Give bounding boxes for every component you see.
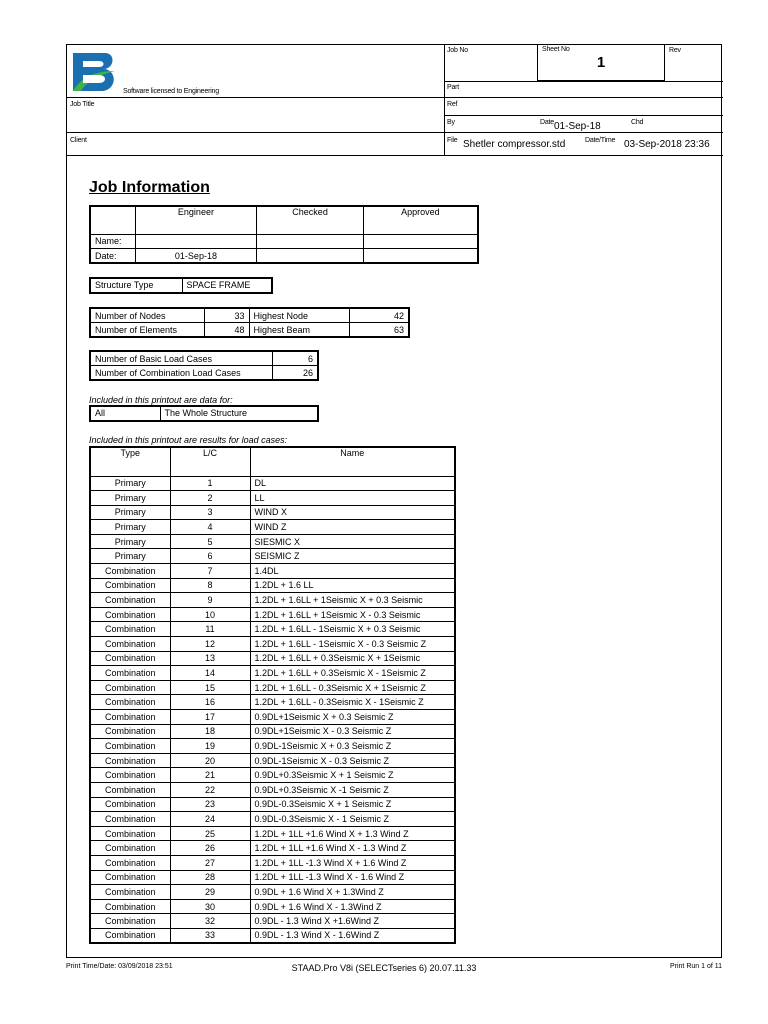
loadcase-type-cell: Combination <box>90 855 170 870</box>
table-row <box>90 622 455 637</box>
table-row <box>90 549 455 564</box>
sheet-no-box <box>537 45 665 81</box>
elements-value: 48 <box>204 323 249 338</box>
loadcase-name-cell: 1.2DL + 1.6LL - 1Seismic X + 0.3 Seismic <box>250 622 455 637</box>
file-label: File <box>447 137 458 144</box>
loadcase-number-cell: 8 <box>170 578 250 593</box>
loadcase-type-cell: Combination <box>90 578 170 593</box>
table-row <box>90 695 455 710</box>
loadcase-number-cell: 18 <box>170 724 250 739</box>
loadcase-number-cell: 22 <box>170 782 250 797</box>
table-row <box>90 826 455 841</box>
table-row <box>90 899 455 914</box>
loadcase-type-cell: Primary <box>90 476 170 491</box>
loadcase-type-cell: Combination <box>90 826 170 841</box>
loadcase-name-cell: 1.2DL + 1.6LL - 1Seismic X - 0.3 Seismic Z <box>250 637 455 652</box>
basic-loadcase-label: Number of Basic Load Cases <box>90 351 272 366</box>
loadcase-number-cell: 16 <box>170 695 250 710</box>
loadcase-number-cell: 14 <box>170 666 250 681</box>
loadcase-name-cell: 1.2DL + 1LL +1.6 Wind X - 1.3 Wind Z <box>250 841 455 856</box>
loadcase-type-cell: Combination <box>90 768 170 783</box>
loadcase-name-cell: 1.2DL + 1.6LL + 0.3Seismic X + 1Seismic <box>250 651 455 666</box>
loadcase-name-cell: 1.2DL + 1.6 LL <box>250 578 455 593</box>
loadcase-name-cell: 0.9DL - 1.3 Wind X - 1.6Wind Z <box>250 928 455 943</box>
table-row <box>90 578 455 593</box>
loadcase-number-cell: 30 <box>170 899 250 914</box>
combo-loadcase-label: Number of Combination Load Cases <box>90 366 272 381</box>
engineer-date-cell: 01-Sep-18 <box>135 249 257 264</box>
loadcase-name-cell: 1.2DL + 1.6LL + 0.3Seismic X - 1Seismic Z <box>250 666 455 681</box>
loadcase-name-cell: 0.9DL + 1.6 Wind X + 1.3Wind Z <box>250 885 455 900</box>
loadcase-type-cell: Combination <box>90 753 170 768</box>
loadcase-number-cell: 24 <box>170 812 250 827</box>
page-title: Job Information <box>89 179 210 196</box>
loadcase-number-cell: 13 <box>170 651 250 666</box>
by-label: By <box>447 119 455 126</box>
loadcase-type-cell: Primary <box>90 520 170 535</box>
included-data-table <box>89 405 319 422</box>
sheet-no-value: 1 <box>596 54 606 71</box>
loadcase-count-table <box>89 350 319 381</box>
loadcase-number-cell: 20 <box>170 753 250 768</box>
loadcase-type-cell: Combination <box>90 797 170 812</box>
loadcase-type-cell: Combination <box>90 710 170 725</box>
loadcase-type-cell: Combination <box>90 622 170 637</box>
table-row <box>90 710 455 725</box>
loadcase-number-cell: 3 <box>170 505 250 520</box>
loadcase-number-cell: 4 <box>170 520 250 535</box>
loadcase-number-cell: 32 <box>170 914 250 929</box>
loadcase-name-cell: 1.4DL <box>250 564 455 579</box>
loadcase-type-cell: Primary <box>90 491 170 506</box>
loadcase-name-cell: 0.9DL+1Seismic X - 0.3 Seismic Z <box>250 724 455 739</box>
chd-label: Chd <box>631 119 644 126</box>
table-row <box>90 534 455 549</box>
loadcase-type-cell: Combination <box>90 695 170 710</box>
loadcase-number-cell: 25 <box>170 826 250 841</box>
loadcase-number-cell: 29 <box>170 885 250 900</box>
loadcase-type-cell: Combination <box>90 870 170 885</box>
table-row <box>90 680 455 695</box>
loadcase-number-cell: 7 <box>170 564 250 579</box>
loadcase-number-cell: 5 <box>170 534 250 549</box>
structure-type-label: Structure Type <box>90 278 182 293</box>
loadcase-name-cell: 0.9DL+0.3Seismic X + 1 Seismic Z <box>250 768 455 783</box>
job-info-table <box>89 205 479 264</box>
checked-date-cell <box>257 249 363 264</box>
engineer-name-cell <box>135 234 257 249</box>
table-row <box>90 520 455 535</box>
table-row <box>90 914 455 929</box>
engineer-header: Engineer <box>135 206 257 234</box>
nodes-label: Number of Nodes <box>90 308 204 323</box>
loadcase-type-cell: Combination <box>90 812 170 827</box>
loadcase-type-cell: Combination <box>90 739 170 754</box>
basic-loadcase-value: 6 <box>272 351 318 366</box>
table-row <box>90 564 455 579</box>
included-all-cell: All <box>90 406 160 421</box>
lc-header: L/C <box>170 447 250 476</box>
loadcase-name-cell: 0.9DL-1Seismic X + 0.3 Seismic Z <box>250 739 455 754</box>
name-label: Name: <box>90 234 135 249</box>
sheet-no-label: Sheet No <box>542 46 570 53</box>
datetime-value: 03-Sep-2018 23:36 <box>624 139 710 150</box>
highest-beam-value: 63 <box>349 323 409 338</box>
loadcase-number-cell: 17 <box>170 710 250 725</box>
loadcase-number-cell: 28 <box>170 870 250 885</box>
loadcase-type-cell: Combination <box>90 651 170 666</box>
loadcase-type-cell: Combination <box>90 841 170 856</box>
table-row <box>90 666 455 681</box>
loadcase-name-cell: 1.2DL + 1LL +1.6 Wind X + 1.3 Wind Z <box>250 826 455 841</box>
loadcase-name-cell: 1.2DL + 1LL -1.3 Wind X - 1.6 Wind Z <box>250 870 455 885</box>
table-row <box>90 797 455 812</box>
elements-label: Number of Elements <box>90 323 204 338</box>
loadcase-type-cell: Primary <box>90 505 170 520</box>
loadcase-type-cell: Primary <box>90 534 170 549</box>
counts-table <box>89 307 410 338</box>
table-row <box>90 768 455 783</box>
loadcase-name-cell: WIND Z <box>250 520 455 535</box>
table-row <box>90 637 455 652</box>
loadcase-name-cell: SIESMIC X <box>250 534 455 549</box>
loadcase-name-cell: 0.9DL-1Seismic X - 0.3 Seismic Z <box>250 753 455 768</box>
structure-type-table <box>89 277 273 294</box>
file-value: Shetler compressor.std <box>463 139 566 150</box>
table-row <box>90 593 455 608</box>
approved-name-cell <box>363 234 478 249</box>
loadcase-name-cell: 0.9DL+1Seismic X + 0.3 Seismic Z <box>250 710 455 725</box>
loadcase-name-cell: WIND X <box>250 505 455 520</box>
loadcase-number-cell: 9 <box>170 593 250 608</box>
loadcase-number-cell: 10 <box>170 607 250 622</box>
program-version: STAAD.Pro V8i (SELECTseries 6) 20.07.11.33 <box>291 963 477 973</box>
loadcase-number-cell: 15 <box>170 680 250 695</box>
part-label: Part <box>447 84 460 91</box>
loadcase-name-cell: SEISMIC Z <box>250 549 455 564</box>
client-label: Client <box>70 137 87 144</box>
loadcase-type-cell: Combination <box>90 564 170 579</box>
datetime-label: Date/Time <box>585 137 616 144</box>
loadcase-number-cell: 11 <box>170 622 250 637</box>
table-row <box>90 651 455 666</box>
loadcase-name-cell: 0.9DL-0.3Seismic X - 1 Seismic Z <box>250 812 455 827</box>
type-header: Type <box>90 447 170 476</box>
loadcase-name-cell: 0.9DL + 1.6 Wind X - 1.3Wind Z <box>250 899 455 914</box>
loadcase-type-cell: Combination <box>90 666 170 681</box>
table-row <box>90 885 455 900</box>
data-caption: Included in this printout are data for: <box>89 395 233 405</box>
loadcase-name-cell: 1.2DL + 1.6LL + 1Seismic X + 0.3 Seismic <box>250 593 455 608</box>
date-value: 01-Sep-18 <box>554 121 601 132</box>
loadcase-number-cell: 33 <box>170 928 250 943</box>
table-row <box>90 812 455 827</box>
table-row <box>90 782 455 797</box>
loadcase-name-cell: 0.9DL-0.3Seismic X + 1 Seismic Z <box>250 797 455 812</box>
report-page <box>66 44 722 958</box>
table-row <box>90 724 455 739</box>
loadcase-number-cell: 12 <box>170 637 250 652</box>
table-row <box>90 753 455 768</box>
structure-type-value: SPACE FRAME <box>182 278 272 293</box>
results-caption: Included in this printout are results for load cases: <box>89 435 288 445</box>
loadcase-number-cell: 19 <box>170 739 250 754</box>
ref-label: Ref <box>447 101 458 108</box>
loadcase-name-cell: 1.2DL + 1LL -1.3 Wind X + 1.6 Wind Z <box>250 855 455 870</box>
print-run: Print Run 1 of 11 <box>669 963 722 970</box>
loadcase-name-cell: 1.2DL + 1.6LL - 0.3Seismic X - 1Seismic Z <box>250 695 455 710</box>
loadcase-type-cell: Combination <box>90 607 170 622</box>
approved-header: Approved <box>363 206 478 234</box>
loadcase-number-cell: 21 <box>170 768 250 783</box>
bentley-logo-icon <box>69 47 119 97</box>
nodes-value: 33 <box>204 308 249 323</box>
loadcase-number-cell: 27 <box>170 855 250 870</box>
table-row <box>90 928 455 943</box>
table-row <box>90 505 455 520</box>
name-header: Name <box>250 447 455 476</box>
loadcase-type-cell: Combination <box>90 724 170 739</box>
loadcase-name-cell: 1.2DL + 1.6LL - 0.3Seismic X + 1Seismic Z <box>250 680 455 695</box>
included-whole-cell: The Whole Structure <box>160 406 318 421</box>
loadcase-type-cell: Combination <box>90 680 170 695</box>
loadcase-type-cell: Combination <box>90 637 170 652</box>
table-row <box>90 841 455 856</box>
table-row <box>90 739 455 754</box>
job-info-corner <box>90 206 135 234</box>
loadcase-number-cell: 1 <box>170 476 250 491</box>
loadcase-type-cell: Combination <box>90 782 170 797</box>
loadcase-number-cell: 26 <box>170 841 250 856</box>
approved-date-cell <box>363 249 478 264</box>
loadcase-table <box>89 446 456 944</box>
loadcase-number-cell: 23 <box>170 797 250 812</box>
table-row <box>90 476 455 491</box>
table-row <box>90 607 455 622</box>
title-block <box>67 45 723 155</box>
combo-loadcase-value: 26 <box>272 366 318 381</box>
highest-node-value: 42 <box>349 308 409 323</box>
loadcase-name-cell: 1.2DL + 1.6LL + 1Seismic X - 0.3 Seismic <box>250 607 455 622</box>
loadcase-name-cell: DL <box>250 476 455 491</box>
print-time: Print Time/Date: 03/09/2018 23:51 <box>66 963 173 970</box>
loadcase-name-cell: 0.9DL - 1.3 Wind X +1.6Wind Z <box>250 914 455 929</box>
loadcase-type-cell: Combination <box>90 899 170 914</box>
rev-label: Rev <box>669 47 681 54</box>
table-row <box>90 870 455 885</box>
loadcase-number-cell: 2 <box>170 491 250 506</box>
table-row <box>90 855 455 870</box>
loadcase-type-cell: Primary <box>90 549 170 564</box>
loadcase-number-cell: 6 <box>170 549 250 564</box>
job-title-label: Job Title <box>70 101 95 108</box>
loadcase-type-cell: Combination <box>90 593 170 608</box>
date-row-label: Date: <box>90 249 135 264</box>
date-label: Date <box>540 119 554 126</box>
loadcase-type-cell: Combination <box>90 914 170 929</box>
checked-name-cell <box>257 234 363 249</box>
loadcase-name-cell: LL <box>250 491 455 506</box>
checked-header: Checked <box>257 206 363 234</box>
loadcase-type-cell: Combination <box>90 885 170 900</box>
job-no-label: Job No <box>447 47 468 54</box>
highest-node-label: Highest Node <box>249 308 349 323</box>
highest-beam-label: Highest Beam <box>249 323 349 338</box>
licence-text: Software licensed to Engineering <box>123 88 219 95</box>
loadcase-type-cell: Combination <box>90 928 170 943</box>
loadcase-name-cell: 0.9DL+0.3Seismic X -1 Seismic Z <box>250 782 455 797</box>
table-row <box>90 491 455 506</box>
